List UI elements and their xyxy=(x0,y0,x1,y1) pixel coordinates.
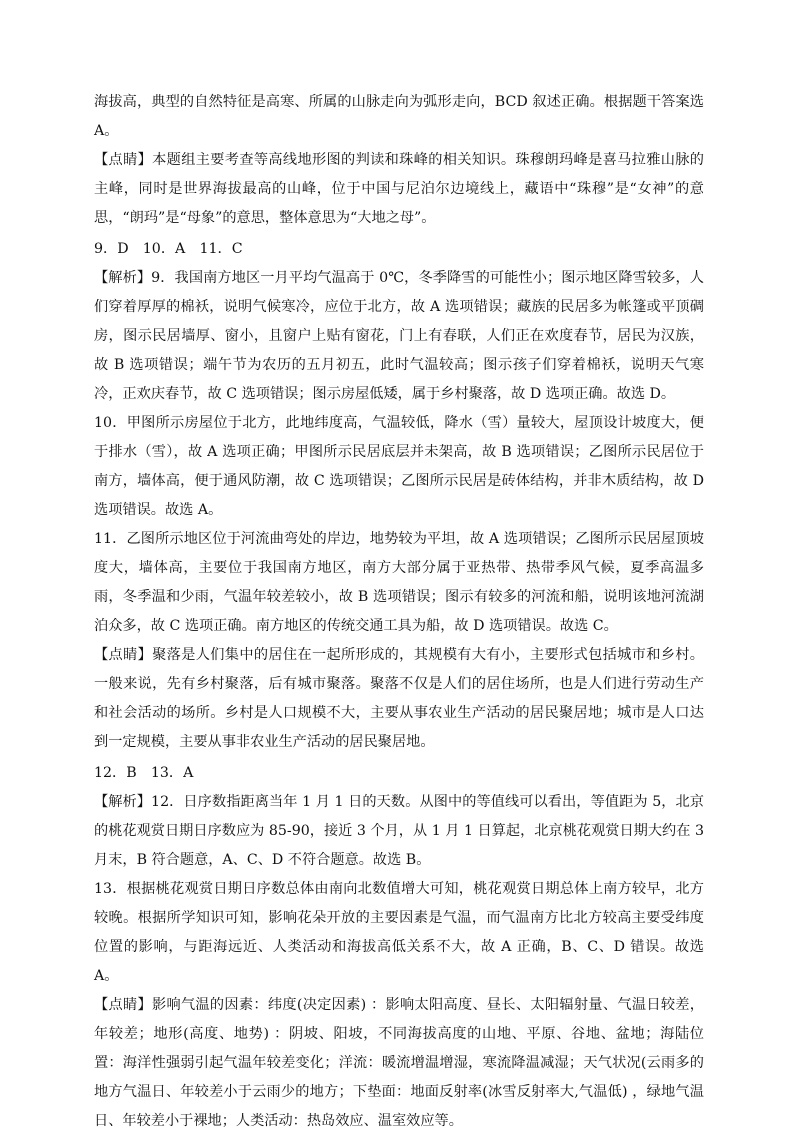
paragraph-answers-9-11: 9．D 10．A 11．C xyxy=(94,241,243,257)
paragraph-dianjing-everest: 【点睛】本题组主要考查等高线地形图的判读和珠峰的相关知识。珠穆朗玛峰是喜马拉雅山脉的主峰，同时是世界海拔最高的山峰，位于中国与尼泊尔边境线上，藏语中“珠穆”是“女神”的意思，“朗玛”是“母象”的意思，整体意思为“大地之母”。 xyxy=(94,152,704,226)
paragraph-answer-8-end: 海拔高，典型的自然特征是高寒、所属的山脉走向为弧形走向，BCD 叙述正确。根据题干答案选A。 xyxy=(94,94,704,139)
paragraph-answers-12-13: 12．B 13．A xyxy=(94,765,194,781)
paragraph-jiexi-10: 10．甲图所示房屋位于北方，此地纬度高，气温较低，降水（雪）量较大，屋顶设计坡度大，便于排水（雪），故 A 选项正确；甲图所示民居底层并未架高，故 B 选项错误；乙图所示民居位于南方，墙体高，便于通风防潮，故 C 选项错误；乙图所示民居是砖体结构，并非木质结构，故 D 选项错误。故选 A。 xyxy=(94,415,704,518)
paragraph-jiexi-9: 【解析】9．我国南方地区一月平均气温高于 0℃，冬季降雪的可能性小；图示地区降雪较多，人们穿着厚厚的棉袄，说明气候寒冷，应位于北方，故 A 选项错误；藏族的民居多为帐篷或平顶碉房，图示民居墙厚、窗小，且窗户上贴有窗花，门上有春联，人们正在欢度春节，居民为汉族，故 B 选项错误；端午节为农历的五月初五，此时气温较高；图示孩子们穿着棉袄，说明天气寒冷，正欢庆春节，故 C 选项错误；图示房屋低矮，属于乡村聚落，故 D 选项正确。故选 D。 xyxy=(94,270,704,402)
paragraph-jiexi-12: 【解析】12．日序数指距离当年 1 月 1 日的天数。从图中的等值线可以看出，等值距为 5，北京的桃花观赏日期日序数应为 85-90，接近 3 个月，从 1 月 1 日算起，北京桃花观赏日期大约在 3 月末，B 符合题意，A、C、D 不符合题意。故选 B。 xyxy=(94,794,704,868)
paragraph-dianjing-settlement: 【点睛】聚落是人们集中的居住在一起所形成的，其规模有大有小，主要形式包括城市和乡村。一般来说，先有乡村聚落，后有城市聚落。聚落不仅是人们的居住场所，也是人们进行劳动生产和社会活动的场所。乡村是人口规模不大，主要从事农业生产活动的居民聚居地；城市是人口达到一定规模，主要从事非农业生产活动的居民聚居地。 xyxy=(94,647,704,750)
paragraph-jiexi-11: 11．乙图所示地区位于河流曲弯处的岸边，地势较为平坦，故 A 选项错误；乙图所示民居屋顶坡度大，墙体高，主要位于我国南方地区，南方大部分属于亚热带、热带季风气候，夏季高温多雨，冬季温和少雨，气温年较差较小，故 B 选项错误；图示有较多的河流和船，说明该地河流湖泊众多，故 C 选项正确。南方地区的传统交通工具为船，故 D 选项错误。故选 C。 xyxy=(94,531,704,634)
paragraph-dianjing-temperature: 【点睛】影响气温的因素：纬度(决定因素) ：影响太阳高度、昼长、太阳辐射量、气温日较差，年较差；地形(高度、地势) ：阴坡、阳坡，不同海拔高度的山地、平原、谷地、盆地；海陆位置：海洋性强弱引起气温年较差变化；洋流：暖流增温增湿，寒流降温减湿；天气状况(云雨多的地方气温日、年较差小于云雨少的地方；下垫面：地面反射率(冰雪反射率大,气温低) ，绿地气温日、年较差小于裸地；人类活动：热岛效应、温室效应等。 xyxy=(94,997,704,1129)
paragraph-jiexi-13: 13．根据桃花观赏日期日序数总体由南向北数值增大可知，桃花观赏日期总体上南方较早，北方较晚。根据所学知识可知，影响花朵开放的主要因素是气温，而气温南方比北方较高主要受纬度位置的影响，与距海远近、人类活动和海拔高低关系不大，故 A 正确，B、C、D 错误。故选 A。 xyxy=(94,881,704,984)
